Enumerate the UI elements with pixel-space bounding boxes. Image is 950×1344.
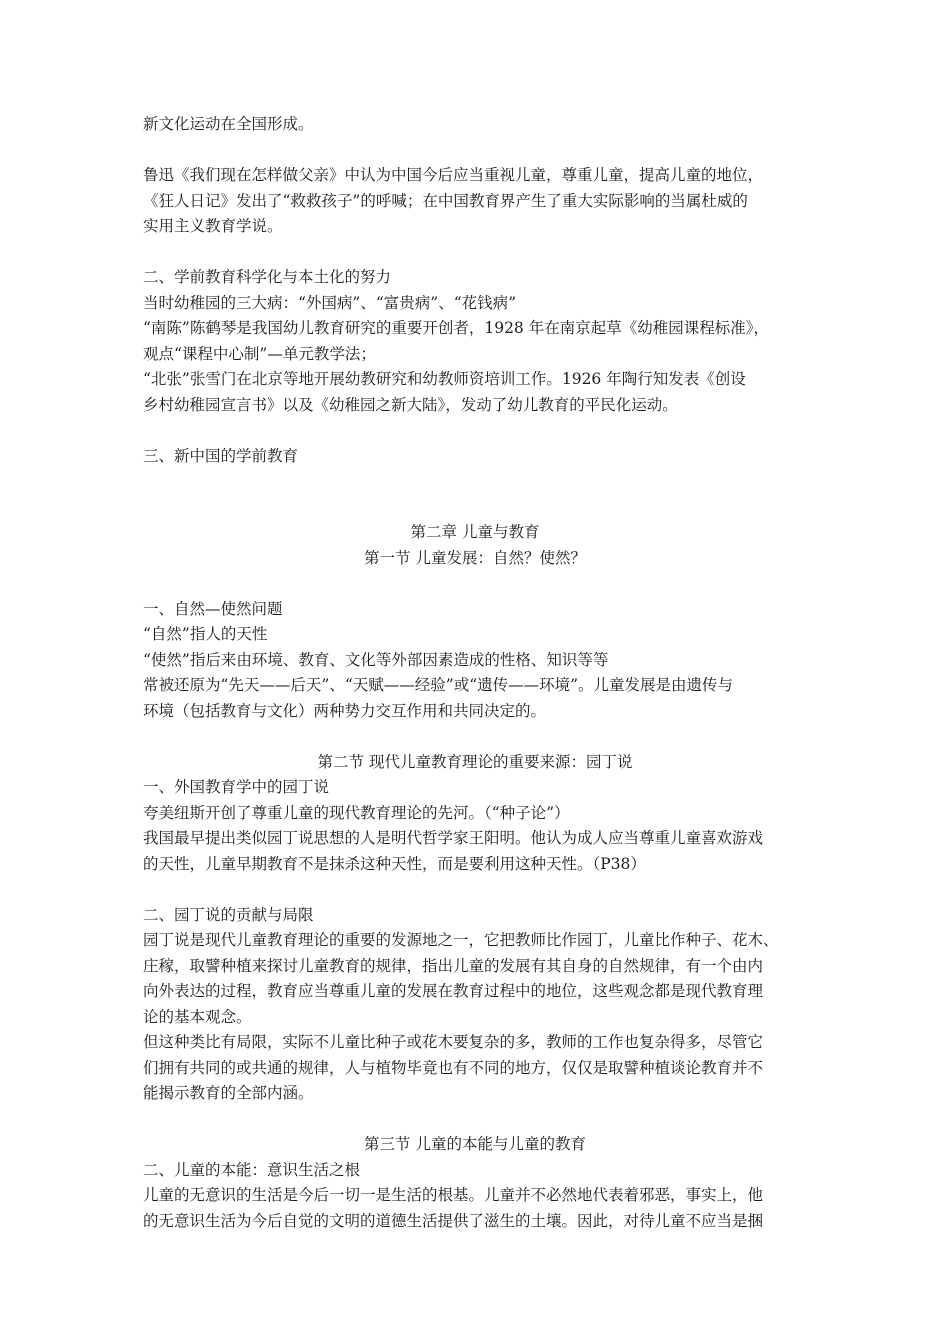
- sec2-part2-line-2: 园丁说是现代儿童教育理论的重要的发源地之一，它把教师比作园丁，儿童比作种子、花木、: [143, 931, 779, 949]
- sec2-part2-line-1: 二、园丁说的贡献与局限: [143, 905, 314, 924]
- sec2-title: 第二节 现代儿童教育理论的重要来源：园丁说: [317, 752, 633, 771]
- sec1-line-4: 常被还原为“先天——后天”、“天赋——经验”或“遗传——环境”。儿童发展是由遗传与: [143, 676, 734, 694]
- sec1-title: 第一节 儿童发展：自然？使然？: [364, 548, 586, 567]
- section2-line-1: 当时幼稚园的三大病：“外国病”、“富贵病”、“花钱病”: [143, 293, 517, 312]
- section2-line-5: 乡村幼稚园宣言书》以及《幼稚园之新大陆》，发动了幼儿教育的平民化运动。: [143, 395, 678, 414]
- sec2-part2-line-4: 向外表达的过程，教育应当尊重儿童的发展在教育过程中的地位，这些观念都是现代教育理: [143, 982, 764, 1000]
- sec2-part1-line-1: 一、外国教育学中的园丁说: [143, 778, 330, 796]
- sec2-part1-line-4: 的天性，儿童早期教育不是抹杀这种天性，而是要利用这种天性。（P38）: [143, 854, 646, 873]
- sec2-part2-line-3: 庄稼，取譬种植来探讨儿童教育的规律，指出儿童的发展有其自身的自然规律，有一个由内: [143, 956, 764, 975]
- section3-heading: 三、新中国的学前教育: [143, 446, 299, 465]
- luxun-line-3: 实用主义教育学说。: [143, 217, 283, 235]
- sec3-line-3: 的无意识生活为今后自觉的文明的道德生活提供了滋生的土壤。因此，对待儿童不应当是捆: [143, 1211, 764, 1230]
- sec1-line-5: 环境（包括教育与文化）两种势力交互作用和共同决定的。: [143, 701, 547, 720]
- sec2-part2-line-7: 们拥有共同的或共通的规律，人与植物毕竟也有不同的地方，仅仅是取譬种植谈论教育并不: [143, 1058, 764, 1077]
- section2-line-3: 观点“课程中心制”—单元教学法；: [143, 344, 376, 363]
- sec2-part2-line-6: 但这种类比有局限，实际不儿童比种子或花木要复杂的多，教师的工作也复杂得多，尽管它: [143, 1033, 764, 1051]
- sec2-part1-line-2: 夸美纽斯开创了尊重儿童的现代教育理论的先河。（“种子论”）: [143, 803, 570, 822]
- intro-line: 新文化运动在全国形成。: [143, 115, 314, 133]
- sec2-part2-line-5: 论的基本观念。: [143, 1007, 252, 1026]
- sec2-part1-line-3: 我国最早提出类似园丁说思想的人是明代哲学家王阳明。他认为成人应当尊重儿童喜欢游戏: [143, 829, 764, 847]
- sec3-line-1: 二、儿童的本能：意识生活之根: [143, 1160, 361, 1179]
- chapter-title: 第二章 儿童与教育: [410, 523, 540, 541]
- sec1-line-1: 一、自然—使然问题: [143, 599, 283, 618]
- luxun-line-2: 《狂人日记》发出了“救救孩子”的呼喊；在中国教育界产生了重大实际影响的当属杜威的: [143, 191, 748, 210]
- sec3-title: 第三节 儿童的本能与儿童的教育: [364, 1135, 586, 1153]
- document-page: [143, 112, 807, 1234]
- luxun-line-1: 鲁迅《我们现在怎样做父亲》中认为中国今后应当重视儿童，尊重儿童，提高儿童的地位，: [143, 166, 764, 184]
- section2-heading: 二、学前教育科学化与本土化的努力: [143, 268, 392, 286]
- section2-line-4: “北张”张雪门在北京等地开展幼教研究和幼教师资培训工作。1926 年陶行知发表《创设: [143, 370, 746, 388]
- sec1-line-2: “自然”指人的天性: [143, 625, 268, 643]
- sec3-line-2: 儿童的无意识的生活是今后一切一是生活的根基。儿童并不必然地代表着邪恶，事实上，他: [143, 1186, 764, 1204]
- section2-line-2: “南陈”陈鹤琴是我国幼儿教育研究的重要开创者，1928 年在南京起草《幼稚园课程标准》，: [143, 319, 769, 337]
- sec1-line-3: “使然”指后来由环境、教育、文化等外部因素造成的性格、知识等等: [143, 650, 609, 669]
- sec2-part2-line-8: 能揭示教育的全部内涵。: [143, 1084, 314, 1102]
